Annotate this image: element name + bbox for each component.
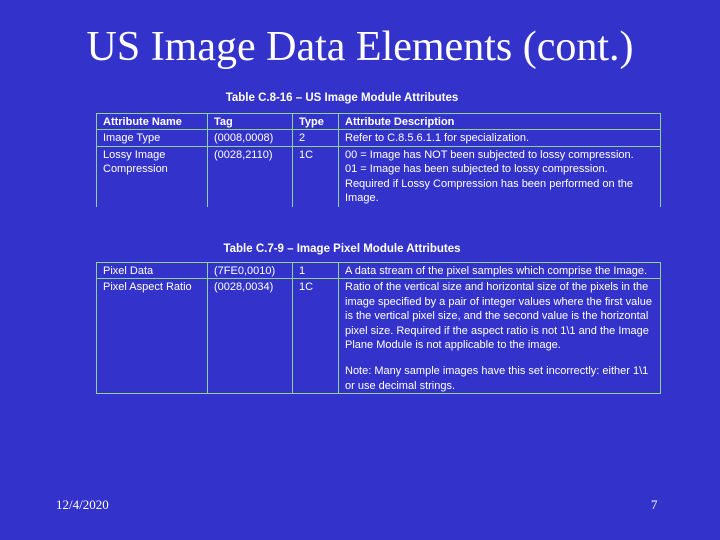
page-number: 7: [651, 497, 658, 512]
tag-cell: (0008,0008): [208, 130, 293, 146]
description-cell: [339, 130, 661, 146]
description-line: 01 = Image has been subjected to lossy compression.: [345, 163, 608, 176]
table-row: [97, 146, 661, 207]
header-attribute-name: Attribute Name: [97, 114, 208, 130]
table-row: [97, 263, 661, 279]
description-cell: [339, 279, 661, 394]
description-line: Required if Lossy Compression has been performed on the Image.: [345, 177, 633, 205]
attribute-name-cell: Image Type: [97, 130, 208, 146]
us-image-module-table: [96, 113, 660, 207]
table-row: [97, 279, 661, 394]
description-line: Ratio of the vertical size and horizontal size of the pixels in the image specified by a pair of integer values where the first value is the vertical pixel size, and the second value is the horizontal pixel size. Required if the aspect ratio is not 1\1 and the Image Plane Module is not applicable to the image.: [345, 281, 652, 352]
tag-cell: (0028,0034): [208, 279, 293, 394]
attribute-name-cell: Pixel Data: [97, 263, 208, 279]
tag-cell: (0028,2110): [208, 146, 293, 207]
description-note: Note: Many sample images have this set incorrectly: either 1\1 or use decimal strings.: [345, 365, 649, 392]
table1-caption: Table C.8-16 – US Image Module Attributes: [225, 92, 459, 104]
header-tag: Tag: [208, 114, 293, 130]
attribute-name-cell: Pixel Aspect Ratio: [97, 279, 208, 394]
table1-header-row: [97, 114, 661, 130]
tag-cell: (7FE0,0010): [208, 263, 293, 279]
header-attribute-description: Attribute Description: [339, 114, 661, 130]
type-cell: 1: [293, 263, 339, 279]
description-line: A data stream of the pixel samples which comprise the Image.: [345, 265, 648, 277]
header-type: Type: [293, 114, 339, 130]
image-pixel-module-table: [96, 262, 660, 394]
description-line: Refer to C.8.5.6.1.1 for specialization.: [345, 132, 530, 145]
description-cell: [339, 263, 661, 279]
slide-title: US Image Data Elements (cont.): [86, 24, 634, 70]
description-cell: [339, 146, 661, 207]
type-cell: 1C: [293, 279, 339, 394]
slide-date: 12/4/2020: [56, 497, 109, 512]
type-cell: 2: [293, 130, 339, 146]
type-cell: 1C: [293, 146, 339, 207]
attribute-name-cell: Lossy Image Compression: [97, 146, 208, 207]
table2-caption: Table C.7-9 – Image Pixel Module Attributes: [223, 243, 461, 255]
description-line: 00 = Image has NOT been subjected to lossy compression.: [345, 148, 634, 161]
table-row: [97, 130, 661, 146]
